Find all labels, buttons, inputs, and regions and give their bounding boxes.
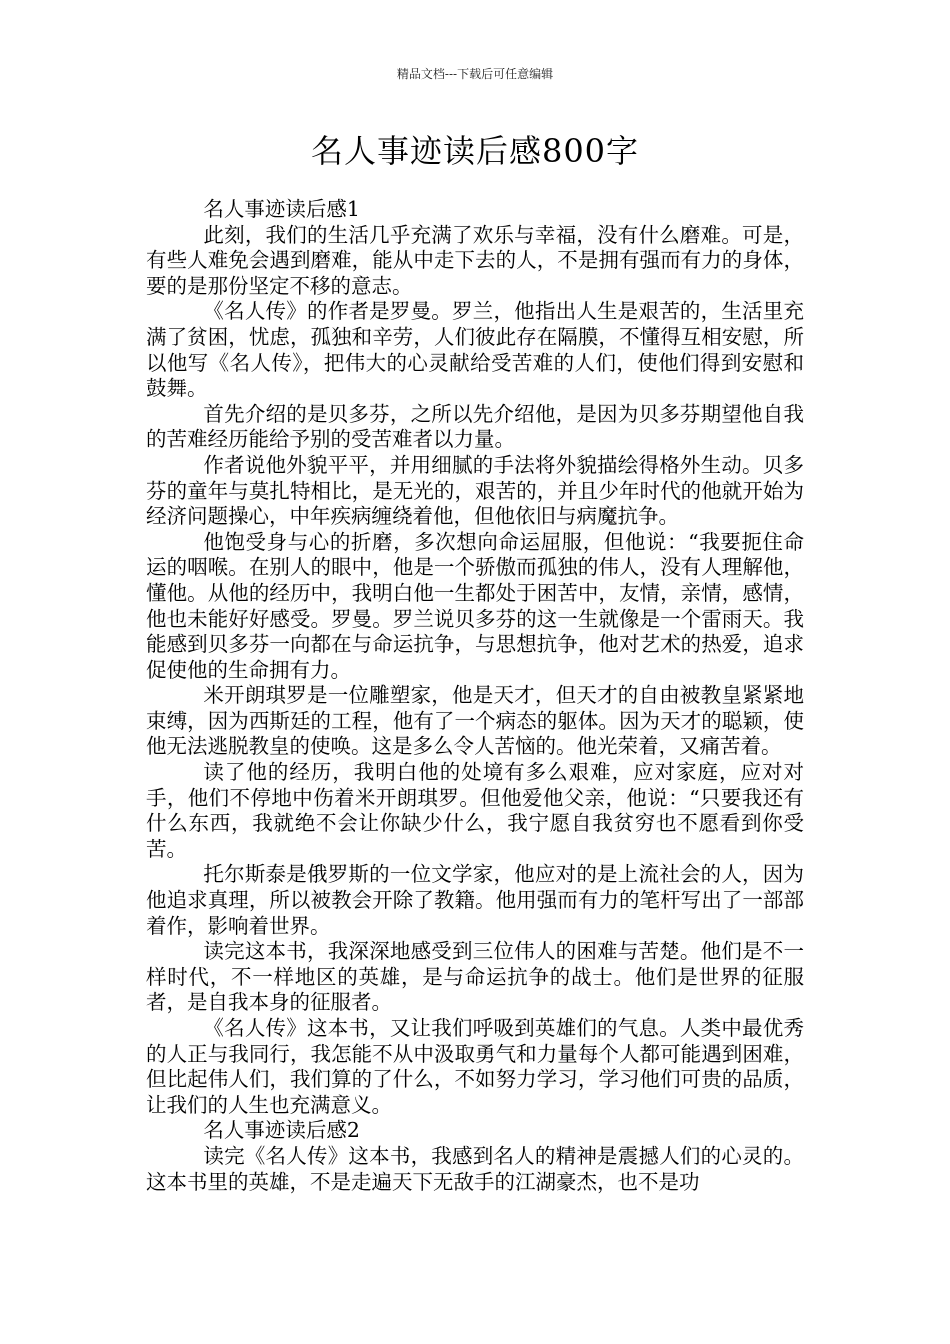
paragraph: 托尔斯泰是俄罗斯的一位文学家，他应对的是上流社会的人，因为他追求真理，所以被教会开除了教籍。他用强而有力的笔杆写出了一部部着作，影响着世界。 <box>146 862 804 938</box>
paragraph: 作者说他外貌平平，并用细腻的手法将外貌描绘得格外生动。贝多芬的童年与莫扎特相比，是无光的，艰苦的，并且少年时代的他就开始为经济问题操心，中年疾病缠绕着他，但他依旧与病魔抗争。 <box>146 452 804 529</box>
paragraph: 他饱受身与心的折磨，多次想向命运屈服，但他说：“我要扼住命运的咽喉。在别人的眼中，他是一个骄傲而孤独的伟人，没有人理解他，懂他。从他的经历中，我明白他一生都处于困苦中，友情，亲情，感情，他也未能好好感受。罗曼。罗兰说贝多芬的这一生就像是一个雷雨天。我能感到贝多芬一向都在与命运抗争，与思想抗争，他对艺术的热爱，追求促使他的生命拥有力。 <box>146 529 804 682</box>
document-title: 名人事迹读后感800字 <box>310 132 640 170</box>
section-heading: 名人事迹读后感1 <box>203 197 360 221</box>
page-header: 精品文档---下载后可任意编辑 <box>396 67 554 81</box>
paragraph: 读完这本书，我深深地感受到三位伟人的困难与苦楚。他们是不一样时代，不一样地区的英雄，是与命运抗争的战士。他们是世界的征服者，是自我本身的征服者。 <box>146 939 804 1015</box>
paragraph: 《名人传》这本书，又让我们呼吸到英雄们的气息。人类中最优秀的人正与我同行，我怎能不从中汲取勇气和力量每个人都可能遇到困难，但比起伟人们，我们算的了什么，不如努力学习，学习他们可贵的品质，让我们的人生也充满意义。 <box>146 1016 804 1117</box>
paragraph: 米开朗琪罗是一位雕塑家，他是天才，但天才的自由被教皇紧紧地束缚，因为西斯廷的工程，他有了一个病态的躯体。因为天才的聪颖，使他无法逃脱教皇的使唤。这是多么令人苦恼的。他光荣着，又痛苦着。 <box>146 683 804 759</box>
section-heading: 名人事迹读后感2 <box>203 1118 360 1143</box>
paragraph: 此刻，我们的生活几乎充满了欢乐与幸福，没有什么磨难。可是，有些人难免会遇到磨难，能从中走下去的人，不是拥有强而有力的身体，要的是那份坚定不移的意志。 <box>146 222 804 298</box>
paragraph: 《名人传》的作者是罗曼。罗兰，他指出人生是艰苦的，生活里充满了贫困，忧虑，孤独和辛劳，人们彼此存在隔膜，不懂得互相安慰，所以他写《名人传》，把伟大的心灵献给受苦难的人们，使他们得到安慰和鼓舞。 <box>146 299 804 401</box>
paragraph: 首先介绍的是贝多芬，之所以先介绍他，是因为贝多芬期望他自我的苦难经历能给予别的受苦难者以力量。 <box>146 401 804 452</box>
paragraph: 读完《名人传》这本书，我感到名人的精神是震撼人们的心灵的。这本书里的英雄，不是走遍天下无敌手的江湖豪杰，也不是功 <box>146 1143 804 1194</box>
paragraph: 读了他的经历，我明白他的处境有多么艰难，应对家庭，应对对手，他们不停地中伤着米开朗琪罗。但他爱他父亲，他说：“只要我还有什么东西，我就绝不会让你缺少什么，我宁愿自我贫穷也不愿看到你受苦。 <box>146 760 804 861</box>
document-body <box>146 197 804 1195</box>
